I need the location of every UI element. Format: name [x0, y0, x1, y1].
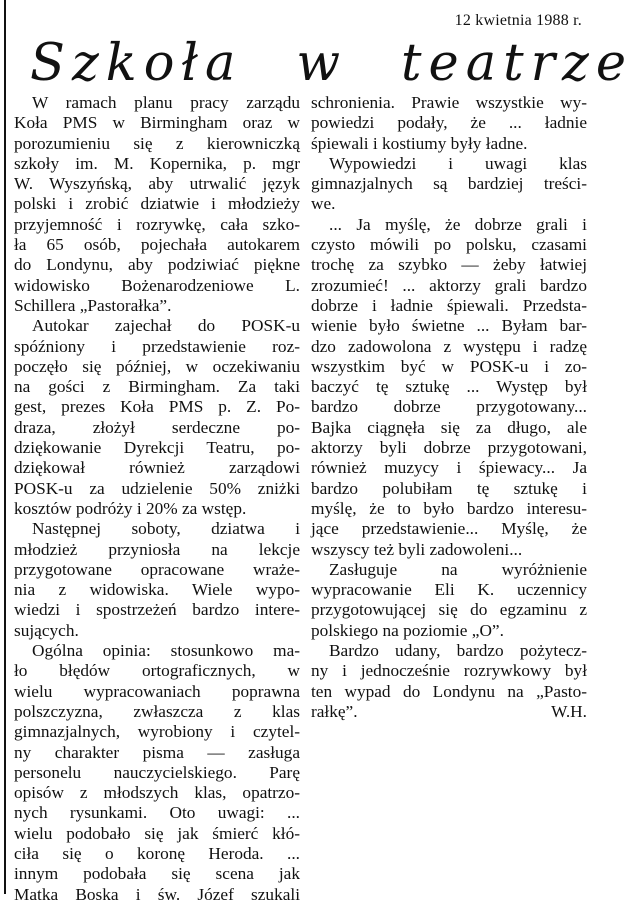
- text-line: dzo zadowolona z występu i radzę: [311, 336, 587, 356]
- text-line: Autokar zajechał do POSK-u: [32, 316, 300, 336]
- text-line: ciła się o koronę Heroda. ...: [14, 843, 300, 863]
- text-line: baczyć tę sztukę ... Występ był: [311, 377, 587, 397]
- text-line: ło błędów ortograficznych, w: [14, 661, 300, 681]
- text-line: myślę, że to było bardzo interesu-: [311, 498, 587, 518]
- text-line: również muzycy i śpiewacy... Ja: [311, 458, 587, 478]
- text-line: innym podobała się scena jak: [14, 864, 300, 884]
- text-line: gimnazjalnych, wyrobiony i czytel-: [14, 722, 300, 742]
- text-line: gest, prezes Koła PMS p. Z. Po-: [14, 397, 300, 417]
- title-word-1: Szkoła: [30, 34, 243, 93]
- text-line: kosztów podróży i 20% za wstęp.: [14, 498, 247, 518]
- text-line: bardzo dobrze przygotowany...: [311, 397, 587, 417]
- title-word-3: teatrze: [401, 34, 633, 93]
- text-line: wienie było świetne ... Byłam bar-: [311, 316, 587, 336]
- text-line: dobrze i ładnie śpiewali. Przedsta-: [311, 295, 587, 315]
- text-line: Bajka ciągnęła się za długo, ale: [311, 417, 587, 437]
- text-line: we.: [311, 194, 336, 214]
- text-line: wszystkim być w POSK-u i zo-: [311, 356, 587, 376]
- text-line: młodzież przyniosła na lekcje: [14, 539, 300, 559]
- text-line: polskiego na poziomie „O”.: [311, 620, 504, 640]
- text-line: Ogólna opinia: stosunkowo ma-: [32, 641, 300, 661]
- text-line: dziękował również zarządowi: [14, 458, 300, 478]
- text-line: śpiewali i kostiumy były ładne.: [311, 133, 528, 153]
- text-line: przyjemność i rozrywkę, cała szko-: [14, 214, 300, 234]
- text-line: wszyscy też byli zadowoleni...: [311, 539, 523, 559]
- text-line: poczęło się później, w oczekiwaniu: [14, 356, 300, 376]
- text-line: W. Wyszyńską, aby utrwalić język: [14, 174, 300, 194]
- text-line: nych rysunkami. Oto uwagi: ...: [14, 803, 300, 823]
- article-title: [30, 34, 633, 93]
- text-line: personelu nauczycielskiego. Parę: [14, 762, 300, 782]
- text-line: dziękowanie Dyrekcji Teatru, po-: [14, 438, 300, 458]
- text-line: jące przedstawienie... Myślę, że: [311, 519, 587, 539]
- text-line: sujących.: [14, 620, 79, 640]
- text-line: polski i zrobić dziatwie i młodzieży: [14, 194, 300, 214]
- text-line: wielu podobało się jak śmierć kłó-: [14, 823, 300, 843]
- text-line: Koła PMS w Birmingham oraz w: [14, 113, 300, 133]
- text-line: Następnej soboty, dziatwa i: [32, 519, 300, 539]
- title-word-2: w: [296, 34, 348, 93]
- text-line: przygotowującej się do egzaminu z: [311, 600, 587, 620]
- text-line: Schillera „Pastorałka”.: [14, 295, 172, 315]
- text-line: W ramach planu pracy zarządu: [32, 93, 300, 112]
- text-line: ... Ja myślę, że dobrze grali i: [329, 214, 587, 234]
- text-line: opisów z młodszych klas, opatrzo-: [14, 783, 300, 803]
- issue-date: 12 kwietnia 1988 r.: [454, 12, 582, 29]
- article-column-right: [311, 93, 587, 722]
- text-line: gimnazjalnych są bardziej treści-: [311, 174, 587, 194]
- text-line: nia z widowiska. Wiele wypo-: [14, 580, 300, 600]
- text-line: rałkę”. W.H.: [311, 701, 587, 721]
- page-border: [4, 0, 6, 894]
- text-line: czysto mówili po polsku, czasami: [311, 235, 587, 255]
- text-line: trochę za szybko — żeby łatwiej: [311, 255, 587, 275]
- text-line: Matka Boska i św. Józef szukali: [14, 884, 300, 904]
- text-line: do Londynu, aby podziwiać piękne: [14, 255, 300, 275]
- text-line: powiedzi podały, że ... ładnie: [311, 113, 587, 133]
- text-line: ła 65 osób, pojechała autokarem: [14, 235, 300, 255]
- text-line: ny i jednocześnie rozrywkowy był: [311, 661, 587, 681]
- text-line: spóźniony i przedstawienie roz-: [14, 336, 300, 356]
- text-line: Wypowiedzi i uwagi klas: [329, 153, 587, 173]
- text-line: polszczyzna, zwłaszcza z klas: [14, 701, 300, 721]
- text-line: wiedzi i spostrzeżeń bardzo intere-: [14, 600, 300, 620]
- text-line: draza, złożył serdeczne po-: [14, 417, 300, 437]
- text-line: aktorzy byli dobrze przygotowani,: [311, 438, 587, 458]
- text-line: widowisko Bożenarodzeniowe L.: [14, 275, 300, 295]
- author-signature: W.H.: [551, 701, 587, 721]
- text-line: porozumieniu się z kierowniczką: [14, 133, 300, 153]
- text-line: bardzo polubiłam tę sztukę i: [311, 478, 587, 498]
- text-line: ten wypad do Londynu na „Pasto-: [311, 681, 587, 701]
- text-line: szkoły im. M. Kopernika, p. mgr: [14, 153, 300, 173]
- text-line: zrozumieć! ... aktorzy grali bardzo: [311, 275, 587, 295]
- text-line: POSK-u za udzielenie 50% zniżki: [14, 478, 300, 498]
- text-line: Bardzo udany, bardzo pożytecz-: [329, 641, 587, 661]
- text-line: ny charakter pisma — zasługa: [14, 742, 300, 762]
- text-line: schronienia. Prawie wszystkie wy-: [311, 93, 587, 112]
- text-line: przygotowane opracowane wraże-: [14, 559, 300, 579]
- text-line: na gości z Birmingham. Za taki: [14, 377, 300, 397]
- text-line: Zasługuje na wyróżnienie: [329, 559, 587, 579]
- text-line: wielu wypracowaniach poprawna: [14, 681, 300, 701]
- text-line: wypracowanie Eli K. uczennicy: [311, 580, 587, 600]
- article-column-left: [14, 93, 300, 905]
